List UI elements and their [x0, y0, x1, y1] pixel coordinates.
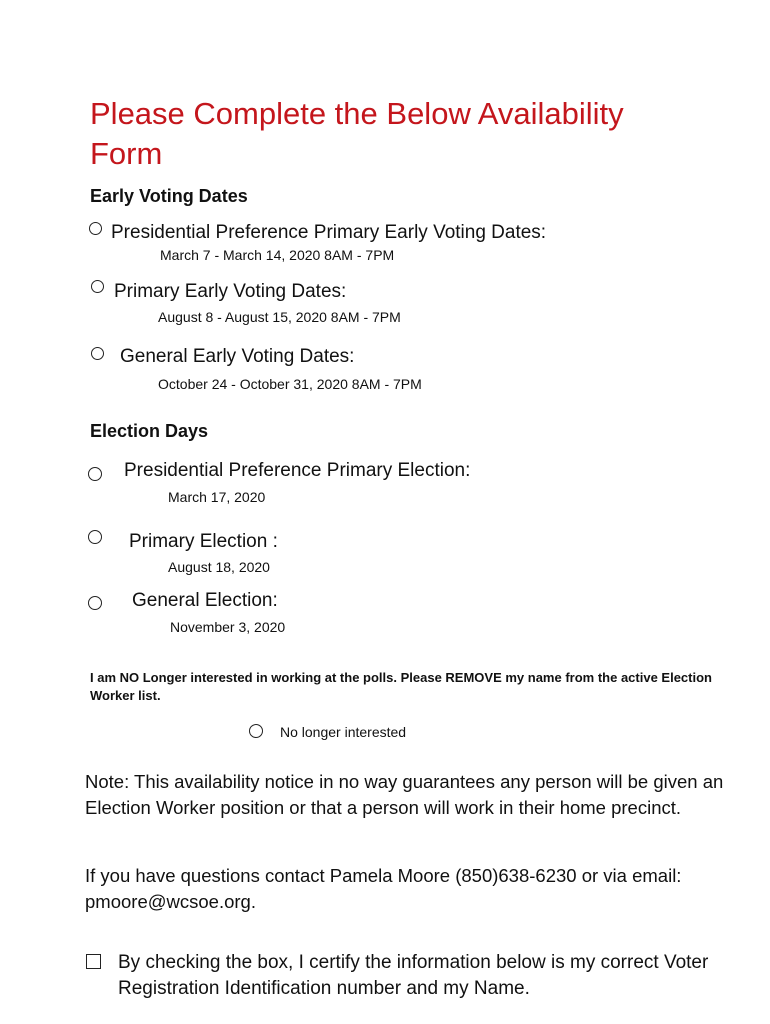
radio-primary-early-voting[interactable]: [91, 280, 104, 293]
ppp-election-label: Presidential Preference Primary Election:: [124, 460, 471, 481]
general-election-label: General Election:: [132, 590, 278, 611]
ppp-election-date: March 17, 2020: [168, 489, 266, 505]
primary-election-date: August 18, 2020: [168, 559, 270, 575]
radio-ppp-early-voting[interactable]: [89, 222, 102, 235]
election-days-heading: Election Days: [90, 421, 209, 441]
early-voting-heading: Early Voting Dates: [90, 186, 248, 206]
contact-info: If you have questions contact Pamela Moore (850)638-6230 or via email: pmoore@wcsoe.org.: [85, 865, 682, 912]
general-early-voting-dates: October 24 - October 31, 2020 8AM - 7PM: [158, 376, 422, 392]
primary-early-voting-label: Primary Early Voting Dates:: [114, 281, 347, 302]
general-election-date: November 3, 2020: [170, 619, 286, 635]
radio-general-early-voting[interactable]: [91, 347, 104, 360]
radio-primary-election[interactable]: [88, 530, 102, 544]
general-early-voting-label: General Early Voting Dates:: [120, 346, 355, 367]
radio-no-longer-interested[interactable]: [249, 724, 263, 738]
certify-checkbox[interactable]: [86, 954, 101, 969]
radio-general-election[interactable]: [88, 596, 102, 610]
primary-election-label: Primary Election :: [129, 531, 278, 552]
removal-notice: I am NO Longer interested in working at the polls. Please REMOVE my name from the active Election Worker list.: [90, 670, 712, 703]
certification-text: By checking the box, I certify the information below is my correct Voter Registration Identification number and my Name.: [118, 952, 709, 999]
radio-ppp-election[interactable]: [88, 467, 102, 481]
page-title: Please Complete the Below Availability Form: [90, 96, 624, 171]
ppp-early-voting-dates: March 7 - March 14, 2020 8AM - 7PM: [160, 247, 395, 263]
ppp-early-voting-label: Presidential Preference Primary Early Voting Dates:: [111, 222, 547, 243]
primary-early-voting-dates: August 8 - August 15, 2020 8AM - 7PM: [158, 309, 401, 325]
no-longer-interested-label: No longer interested: [280, 724, 407, 740]
availability-note: Note: This availability notice in no way guarantees any person will be given an Election Worker position or that a person will work in their home precinct.: [85, 771, 724, 818]
